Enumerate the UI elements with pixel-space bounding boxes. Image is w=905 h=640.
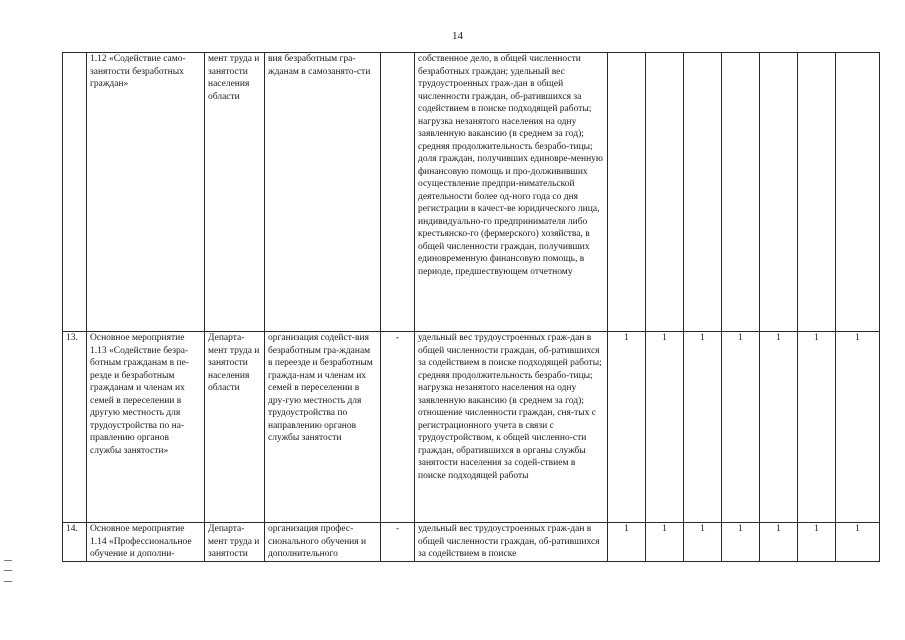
measures-table — [62, 52, 880, 562]
indicators-cell: удельный вес трудоустроенных граж-дан в общей численности граждан, об-ратившихся за содействием в поиске подходящей работы; средняя продолжительность безрабо-тицы; нагрузка незанятого населения на одну заявленную вакансию (в среднем за год); отношение численности граждан, сня-тых с регистрационного учета в связи с трудоустройством, к общей численно-сти граждан, обратившихся в органы службы занятости населения за содей-ствием в поиске подходящей работы — [415, 332, 608, 523]
value-cell: 1 — [608, 332, 646, 523]
value-cell: 1 — [608, 523, 646, 562]
row-number: 13. — [63, 332, 87, 523]
value-cell: 1 — [798, 332, 836, 523]
value-cell — [646, 53, 684, 332]
table-row — [63, 53, 880, 332]
value-cell: 1 — [684, 332, 722, 523]
page-number: 14 — [452, 30, 463, 42]
dash-cell: - — [381, 523, 415, 562]
dash-cell — [381, 53, 415, 332]
value-cell — [836, 53, 880, 332]
value-cell: 1 — [684, 523, 722, 562]
value-cell: 1 — [722, 332, 760, 523]
table-row — [63, 332, 880, 523]
indicators-cell: собственное дело, в общей численности безработных граждан; удельный вес трудоустроенных граж-дан в общей численности граждан, об-ратившихся за содействием в поиске подходящей работы; нагрузка незанятого населения на одну заявленную вакансию (в среднем за год); средняя продолжительность безрабо-тицы; доля граждан, получивших единовре-менную финансовую помощь и про-должививших осуществление предпри-нимательской деятельности более од-ного года со дня регистрации в качест-ве юридического лица, индивидуально-го предпринимателя либо крестьянско-го (фермерского) хозяйства, в общей численности граждан, получивших единовременную финансовую помощь, в периоде, предшествующем отчетному — [415, 53, 608, 332]
value-cell — [608, 53, 646, 332]
row-number: 14. — [63, 523, 87, 562]
value-cell: 1 — [646, 523, 684, 562]
executor-cell: мент труда и занятости населения области — [205, 53, 265, 332]
scan-edge-marks — [4, 560, 12, 582]
executor-cell: Департа-мент труда и занятости населения области — [205, 332, 265, 523]
table-row — [63, 523, 880, 562]
executor-cell: Департа-мент труда и занятости — [205, 523, 265, 562]
result-cell: организация профес-сионального обучения и дополнительного — [265, 523, 381, 562]
value-cell: 1 — [760, 523, 798, 562]
value-cell: 1 — [798, 523, 836, 562]
value-cell: 1 — [836, 523, 880, 562]
dash-cell: - — [381, 332, 415, 523]
indicators-cell: удельный вес трудоустроенных граж-дан в общей численности граждан, об-ратившихся за содействием в поиске — [415, 523, 608, 562]
value-cell: 1 — [722, 523, 760, 562]
result-cell: организация содейст-вия безработным гра-жданам в переезде и безработным гражда-нам и членам их семей в переселении в дру-гую местность для трудоустройства по направлению органов службы занятости — [265, 332, 381, 523]
value-cell — [798, 53, 836, 332]
value-cell: 1 — [646, 332, 684, 523]
value-cell: 1 — [836, 332, 880, 523]
result-cell: вия безработным гра-жданам в самозанято-сти — [265, 53, 381, 332]
value-cell — [760, 53, 798, 332]
row-number — [63, 53, 87, 332]
value-cell: 1 — [760, 332, 798, 523]
activity-cell: Основное мероприятие 1.13 «Содействие безра-ботным гражданам в пе-резде и безработным гражданам и членам их семей в переселении в другую местность для трудоустройства по на-правлению органов службы занятости» — [87, 332, 205, 523]
value-cell — [684, 53, 722, 332]
activity-cell: Основное мероприятие 1.14 «Профессиональное обучение и дополни- — [87, 523, 205, 562]
value-cell — [722, 53, 760, 332]
activity-cell: 1.12 «Содействие само-занятости безработных граждан» — [87, 53, 205, 332]
